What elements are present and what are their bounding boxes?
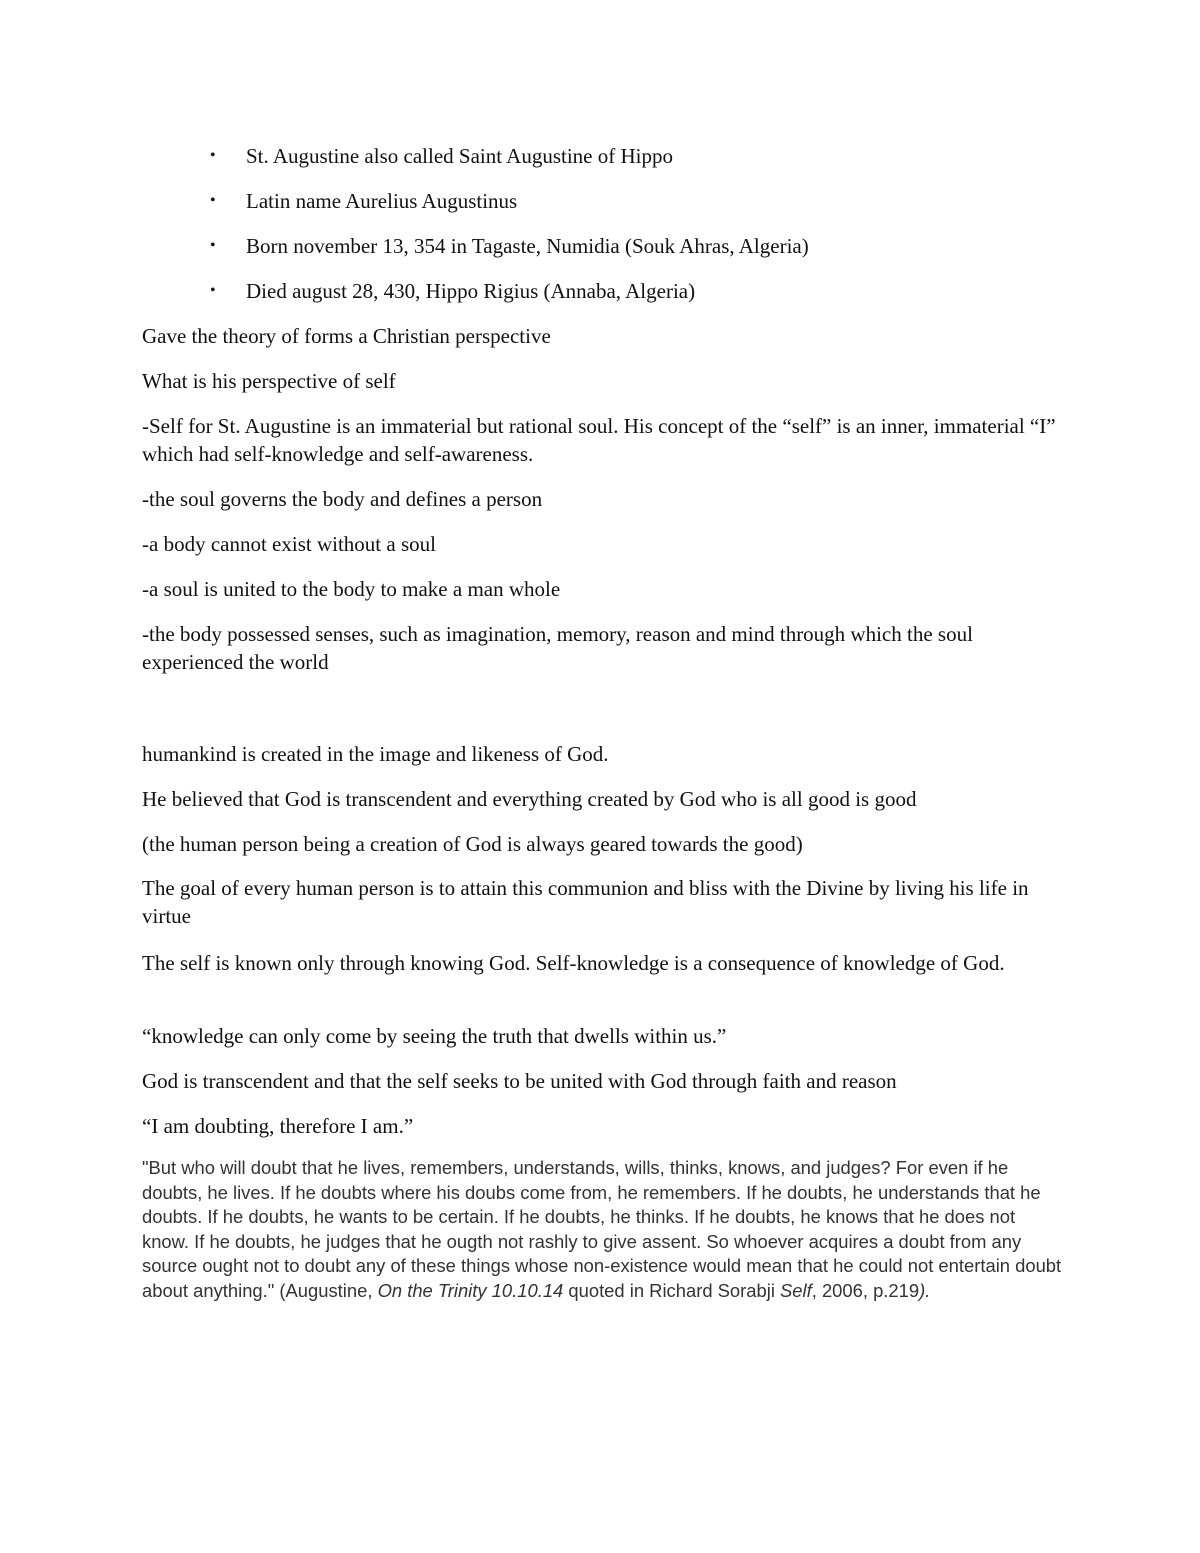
list-item-text: Born november 13, 354 in Tagaste, Numidia (Souk Ahras, Algeria) (246, 234, 809, 258)
paragraph-body-senses: -the body possessed senses, such as imagination, memory, reason and mind through which the soul experienced the world (142, 622, 973, 674)
list-item-text: Latin name Aurelius Augustinus (246, 189, 518, 213)
paragraph-knowledge-quote: “knowledge can only come by seeing the truth that dwells within us.” (142, 1024, 727, 1048)
paragraph-self-knowledge: The self is known only through knowing God. Self-knowledge is a consequence of knowledge of God. (142, 951, 1005, 975)
list-item (210, 140, 809, 185)
quote-citation-tail: , 2006, p.219 (811, 1279, 920, 1301)
paragraph-god-transcendent: He believed that God is transcendent and everything created by God who is all good is good (142, 787, 917, 811)
paragraph-image-of-god: humankind is created in the image and likeness of God. (142, 742, 609, 766)
list-item (210, 275, 809, 320)
quote-book-title: Self (780, 1279, 812, 1301)
list-item (210, 230, 809, 275)
bullet-icon: • (210, 147, 216, 164)
list-item-text: Died august 28, 430, Hippo Rigius (Annaba, Algeria) (246, 279, 696, 303)
quote-main-text: "But who will doubt that he lives, remembers, understands, wills, thinks, knows, and judges? For even if he doubts, he lives. If he doubts where his doubs come from, he remembers. If he doubts, he understands that he doubts. If he doubts, he wants to be certain. If he doubts, he thinks. If he doubts, he knows that he does not know. If he doubts, he judges that he ougth not rashly to give assent. So whoever acquires a doubt from any source ought not to doubt any of these things whose non-existence would mean that he could not entertain doubt about anything." (Augustine, (142, 1157, 1062, 1301)
list-item-text: St. Augustine also called Saint Augustine of Hippo (246, 144, 673, 168)
paragraph-geared-toward-good: (the human person being a creation of God is always geared towards the good) (142, 832, 803, 856)
bullet-icon: • (210, 282, 216, 299)
bullet-icon: • (210, 192, 216, 209)
quote-middle-text: quoted in Richard Sorabji (563, 1279, 781, 1301)
paragraph-body-soul: -a body cannot exist without a soul (142, 532, 436, 556)
paragraph-soul-united: -a soul is united to the body to make a man whole (142, 577, 561, 601)
paragraph-doubting-quote: “I am doubting, therefore I am.” (142, 1114, 414, 1138)
bullet-icon: • (210, 237, 216, 254)
augustine-quote-block (142, 1156, 1062, 1303)
paragraph-theory-of-forms: Gave the theory of forms a Christian perspective (142, 324, 551, 348)
quote-work-title: On the Trinity 10.10.14 (377, 1279, 564, 1301)
paragraph-perspective-question: What is his perspective of self (142, 369, 396, 393)
bullet-list (210, 140, 809, 320)
paragraph-goal-of-person: The goal of every human person is to attain this communion and bliss with the Divine by living his life in virtue (142, 876, 1029, 928)
paragraph-faith-and-reason: God is transcendent and that the self seeks to be united with God through faith and reason (142, 1069, 897, 1093)
quote-closing: ). (919, 1279, 931, 1301)
list-item (210, 185, 809, 230)
paragraph-soul-governs: -the soul governs the body and defines a person (142, 487, 543, 511)
paragraph-self-definition: -Self for St. Augustine is an immaterial but rational soul. His concept of the “self” is an inner, immaterial “I” which had self-knowledge and self-awareness. (142, 414, 1056, 466)
